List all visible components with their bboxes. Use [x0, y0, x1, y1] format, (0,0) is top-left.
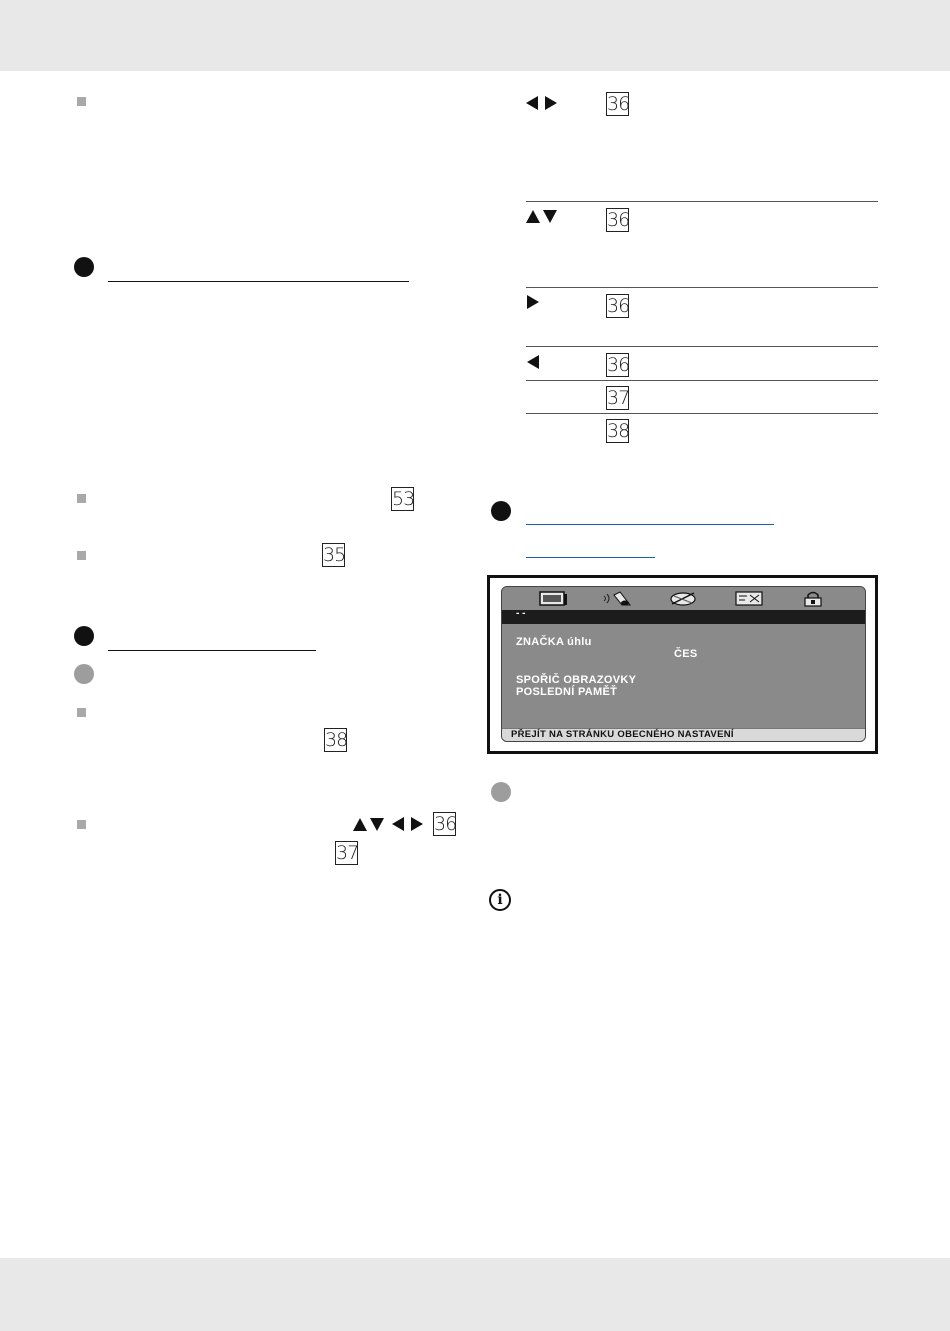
osd-menu-item: ZNAČKA úhlu: [516, 636, 592, 648]
arrow-up-icon: [353, 818, 367, 831]
table-divider: [526, 201, 878, 202]
step-bullet: [491, 782, 511, 802]
general-setup-icon: [538, 590, 568, 607]
section-bullet: [491, 501, 511, 521]
section-bullet: [74, 257, 94, 277]
osd-icon-bar: [502, 587, 866, 610]
ref-number: 36: [434, 813, 457, 835]
ref-number: 53: [392, 488, 415, 510]
ref-number: 36: [607, 93, 630, 115]
section-bullet: [74, 626, 94, 646]
link-underline[interactable]: [526, 524, 774, 525]
bullet-square: [77, 820, 86, 829]
header-band: [0, 0, 950, 71]
osd-footer: [502, 728, 866, 742]
arrow-right-icon: [545, 96, 557, 110]
arrow-up-icon: [526, 210, 540, 223]
ref-number: 38: [325, 729, 348, 751]
step-bullet: [74, 664, 94, 684]
arrow-left-icon: [527, 355, 539, 369]
password-lock-icon: [798, 590, 828, 607]
section-heading-underline: [108, 281, 409, 282]
ref-number: 36: [607, 354, 630, 376]
arrow-right-icon: [411, 817, 423, 831]
ref-number: 36: [607, 295, 630, 317]
osd-menu-item: SPOŘIČ OBRAZOVKY: [516, 674, 637, 686]
arrow-left-icon: [392, 817, 404, 831]
arrow-right-icon: [527, 295, 539, 309]
section-heading-underline: [108, 650, 316, 651]
arrow-down-icon: [370, 818, 384, 831]
info-icon: i: [489, 889, 511, 911]
preference-icon: [734, 590, 764, 607]
table-divider: [526, 413, 878, 414]
bullet-square: [77, 708, 86, 717]
footer-band: [0, 1258, 950, 1331]
osd-selected-row-label: - -: [516, 608, 526, 619]
bullet-square: [77, 551, 86, 560]
ref-number: 35: [323, 544, 346, 566]
table-divider: [526, 380, 878, 381]
audio-setup-icon: [602, 590, 632, 607]
osd-setup-menu: [501, 586, 866, 742]
ref-number: 38: [607, 420, 630, 442]
video-setup-icon: [668, 590, 698, 607]
bullet-square: [77, 494, 86, 503]
arrow-down-icon: [543, 210, 557, 223]
ref-number: 37: [336, 842, 359, 864]
table-divider: [526, 346, 878, 347]
osd-menu-item: POSLEDNÍ PAMĚŤ: [516, 686, 618, 698]
arrow-left-icon: [526, 96, 538, 110]
ref-number: 36: [607, 209, 630, 231]
ref-number: 37: [607, 387, 630, 409]
link-underline[interactable]: [526, 557, 655, 558]
table-divider: [526, 287, 878, 288]
osd-menu-value: ČES: [674, 648, 698, 660]
bullet-square: [77, 97, 86, 106]
osd-footer-text: PŘEJÍT NA STRÁNKU OBECNÉHO NASTAVENÍ: [511, 729, 734, 740]
osd-selected-row: [502, 610, 866, 624]
